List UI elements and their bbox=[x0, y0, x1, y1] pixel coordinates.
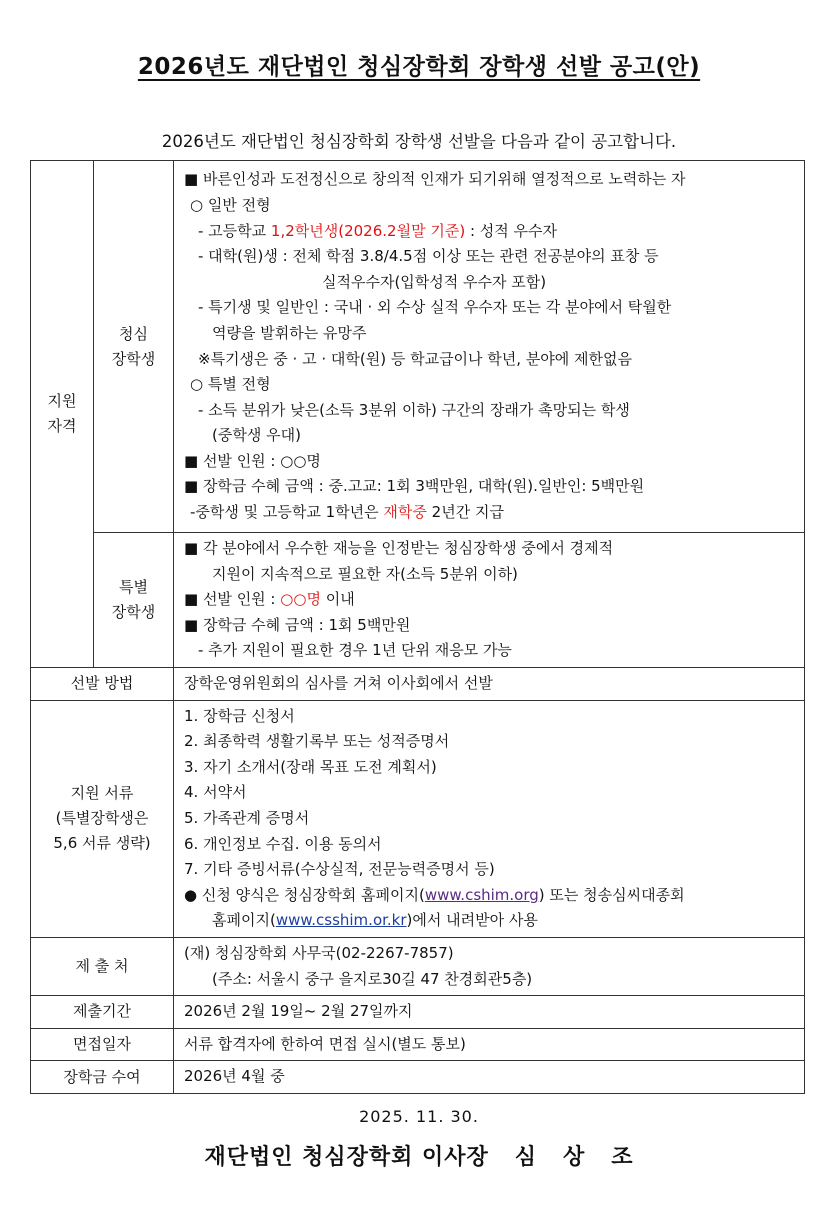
line: 역량을 발휘하는 유망주 bbox=[212, 323, 367, 342]
interview-value: 서류 합격자에 한하여 면접 실시(별도 통보) bbox=[174, 1028, 805, 1061]
documents-content bbox=[174, 700, 805, 937]
interview-label: 면접일자 bbox=[31, 1028, 174, 1061]
list-item: 5. 가족관계 증명서 bbox=[184, 808, 310, 827]
cheongsim-content bbox=[174, 161, 805, 533]
row-period bbox=[31, 996, 805, 1029]
award-label: 장학금 수여 bbox=[31, 1061, 174, 1094]
line: - 대학(원)생 : 전체 학점 3.8/4.5점 이상 또는 관련 전공분야의 표창 등 bbox=[198, 247, 659, 266]
row-award bbox=[31, 1061, 805, 1094]
list-item: 7. 기타 증빙서류(수상실적, 전문능력증명서 등) bbox=[184, 860, 495, 879]
intro-text: 2026년도 재단법인 청심장학회 장학생 선발을 다음과 같이 공고합니다. bbox=[161, 132, 677, 151]
cheongsim-label: 청심 장학생 bbox=[94, 161, 174, 533]
line: - 소득 분위가 낮은(소득 3분위 이하) 구간의 장래가 촉망되는 학생 bbox=[198, 400, 630, 419]
line: ■ 바른인성과 도전정신으로 창의적 인재가 되기위해 열정적으로 노력하는 자 bbox=[184, 170, 686, 189]
line: ○ 특별 전형 bbox=[190, 375, 271, 394]
eligibility-label: 지원 자격 bbox=[31, 161, 94, 668]
line: - 고등학교 1,2학년생(2026.2월말 기준) : 성적 우수자 bbox=[198, 221, 557, 240]
row-documents bbox=[31, 700, 805, 937]
row-special bbox=[31, 533, 805, 668]
period-label: 제출기간 bbox=[31, 996, 174, 1029]
submit-content: (재) 청심장학회 사무국(02-2267-7857) (주소: 서울시 중구 을지로30길 47 찬경회관5층) bbox=[174, 937, 805, 995]
selection-label: 선발 방법 bbox=[31, 667, 174, 700]
highlight-text: ○○명 bbox=[280, 590, 321, 609]
line: (중학생 우대) bbox=[212, 426, 301, 445]
list-item: 6. 개인정보 수집. 이용 동의서 bbox=[184, 834, 382, 853]
line: ○ 일반 전형 bbox=[190, 195, 271, 214]
row-cheongsim bbox=[31, 161, 805, 533]
line: -중학생 및 고등학교 1학년은 재학중 2년간 지급 bbox=[190, 503, 504, 522]
list-item: 3. 자기 소개서(장래 목표 도전 계획서) bbox=[184, 757, 437, 776]
notice-table bbox=[30, 160, 805, 1094]
line: 실적우수자(입학성적 우수자 포함) bbox=[322, 272, 547, 291]
download-note: ● 신청 양식은 청심장학회 홈페이지(www.cshim.org) 또는 청송심씨대종회 bbox=[184, 885, 685, 904]
download-note-cont: 홈페이지(www.csshim.or.kr)에서 내려받아 사용 bbox=[212, 911, 538, 930]
signature-line: 재단법인 청심장학회 이사장 심 상 조 bbox=[204, 1145, 634, 1170]
row-interview bbox=[31, 1028, 805, 1061]
page-title: 2026년도 재단법인 청심장학회 장학생 선발 공고(안) bbox=[137, 54, 701, 80]
line: ■ 장학금 수혜 금액 : 중.고교: 1회 3백만원, 대학(원).일반인: 5백만원 bbox=[184, 477, 645, 496]
highlight-text: 재학중 bbox=[383, 503, 427, 522]
list-item: 1. 장학금 신청서 bbox=[184, 706, 295, 725]
list-item: 4. 서약서 bbox=[184, 783, 247, 802]
line: 지원이 지속적으로 필요한 자(소득 5분위 이하) bbox=[212, 564, 518, 583]
csshim-link[interactable]: www.csshim.or.kr bbox=[275, 911, 407, 930]
row-submit bbox=[31, 937, 805, 995]
highlight-text: 1,2학년생(2026.2월말 기준) bbox=[270, 221, 466, 240]
list-item: 2. 최종학력 생활기록부 또는 성적증명서 bbox=[184, 732, 450, 751]
documents-label: 지원 서류 (특별장학생은 5,6 서류 생략) bbox=[31, 700, 174, 937]
line: ■ 각 분야에서 우수한 재능을 인정받는 청심장학생 중에서 경제적 bbox=[184, 539, 614, 557]
notice-date: 2025. 11. 30. bbox=[359, 1107, 479, 1126]
line: ※특기생은 중 · 고 · 대학(원) 등 학교급이나 학년, 분야에 제한없음 bbox=[198, 349, 633, 368]
submit-label: 제 출 처 bbox=[31, 937, 174, 995]
line: - 특기생 및 일반인 : 국내 · 외 수상 실적 우수자 또는 각 분야에서 탁월한 bbox=[198, 298, 672, 317]
row-selection bbox=[31, 667, 805, 700]
line: - 추가 지원이 필요한 경우 1년 단위 재응모 가능 bbox=[198, 641, 512, 660]
line: ■ 선발 인원 : ○○명 이내 bbox=[184, 590, 355, 609]
cshim-link[interactable]: www.cshim.org bbox=[424, 885, 539, 904]
line: ■ 장학금 수혜 금액 : 1회 5백만원 bbox=[184, 615, 411, 634]
period-value: 2026년 2월 19일~ 2월 27일까지 bbox=[174, 996, 805, 1029]
line: ■ 선발 인원 : ○○명 bbox=[184, 451, 321, 470]
special-content bbox=[174, 533, 805, 668]
award-value: 2026년 4월 중 bbox=[174, 1061, 805, 1094]
special-label: 특별 장학생 bbox=[94, 533, 174, 668]
selection-value: 장학운영위원회의 심사를 거쳐 이사회에서 선발 bbox=[174, 667, 805, 700]
